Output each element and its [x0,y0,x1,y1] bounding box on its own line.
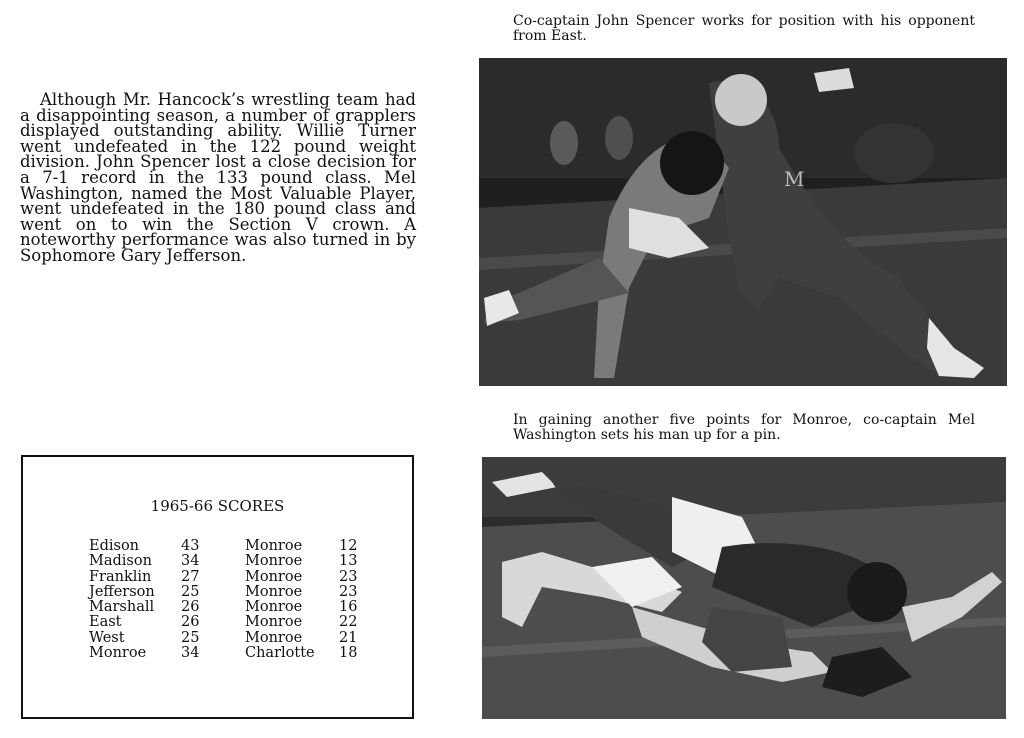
score2-cell: 23 [339,583,358,600]
score1-cell: 27 [181,568,200,585]
score2-cell: 21 [339,629,358,646]
table-row [89,554,369,569]
table-row [89,570,369,585]
score1-cell: 43 [181,538,200,554]
table-row [89,615,369,630]
team1-cell: West [89,629,125,646]
team2-cell: Monroe [245,599,303,616]
scores-title: 1965-66 SCORES [150,497,285,515]
table-row [89,539,369,554]
article-paragraph: Although Mr. Hancock’s wrestling team had a disappointing season, a number of grapplers displayed outstanding ability. Willie Turner went undefeated in the 122 pound weight division. John Spencer lost a close decision for a 7-1 record in the 133 pound class. Mel Washington, named the Most Valuable Player, went undefeated in the 180 pound class and went on to win the Section V crown. A noteworthy performance was also turned in by Sophomore Gary Jefferson. [20,90,416,265]
score1-cell: 34 [181,553,200,570]
team2-cell: Monroe [245,568,303,585]
scores-box [21,455,414,719]
team2-cell: Charlotte [245,645,315,662]
score1-cell: 34 [181,645,200,662]
team1-cell: Franklin [89,568,152,585]
table-row [89,631,369,646]
score2-cell: 18 [339,645,358,662]
team1-cell: Monroe [89,645,147,662]
singlet-letter: M [784,167,805,191]
score2-cell: 16 [339,599,358,616]
team1-cell: Marshall [89,599,155,616]
score2-cell: 13 [339,553,358,570]
table-row [89,600,369,615]
team1-cell: Edison [89,538,140,554]
wrestling-photo-washington [482,457,1006,719]
team1-cell: Madison [89,553,152,570]
score1-cell: 25 [181,629,200,646]
score2-cell: 22 [339,614,358,631]
score2-cell: 12 [339,538,358,554]
table-row [89,646,369,661]
team2-cell: Monroe [245,614,303,631]
team2-cell: Monroe [245,553,303,570]
team1-cell: East [89,614,122,631]
wrestling-photo-spencer [479,58,1007,386]
team2-cell: Monroe [245,583,303,600]
score2-cell: 23 [339,568,358,585]
team2-cell: Monroe [245,629,303,646]
table-row [89,585,369,600]
scores-table [89,539,369,661]
score1-cell: 25 [181,583,200,600]
bottom-photo-caption: In gaining another five points for Monroe, co-captain Mel Washington sets his man up for a pin. [513,412,975,443]
team1-cell: Jefferson [89,583,155,600]
score1-cell: 26 [181,614,200,631]
top-photo-caption: Co-captain John Spencer works for position with his opponent from East. [513,13,975,44]
team2-cell: Monroe [245,538,303,554]
score1-cell: 26 [181,599,200,616]
